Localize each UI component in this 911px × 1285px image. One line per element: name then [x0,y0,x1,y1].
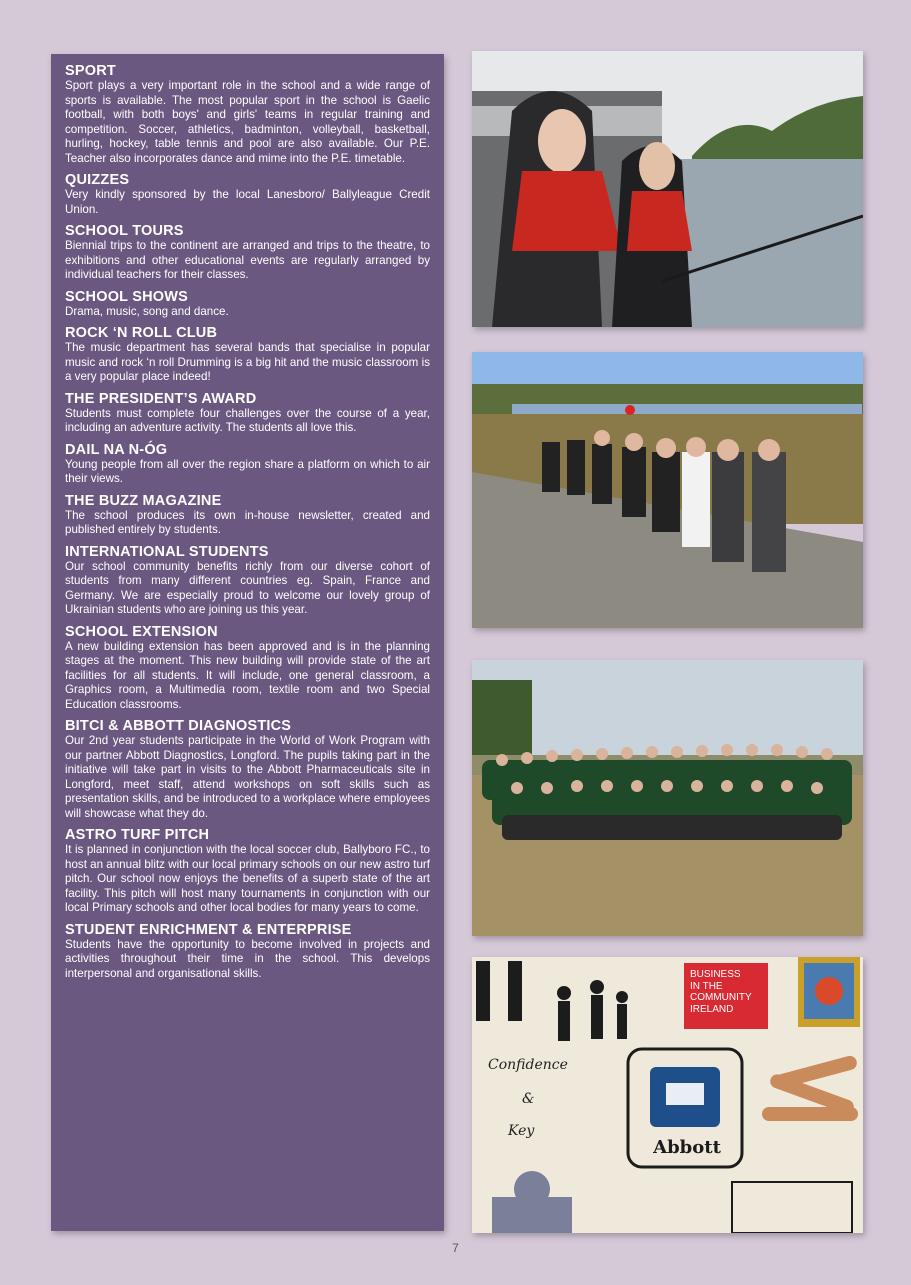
section-school-extension [65,625,430,713]
poster-text: IRELAND [690,1003,734,1015]
section-title: THE PRESIDENT’S AWARD [65,390,257,407]
section-body: Students have the opportunity to become involved in projects and activities throughout their time in the school. This develops interpersonal and organisational skills. [65,937,430,980]
section-dail-na-nog [65,443,430,487]
photo-group-field [472,660,863,936]
section-body: Our school community benefits richly from our diverse cohort of students from many different countries eg. Spain, France and Germany. We are especially proud to welcome our lovely group of Ukrainian students who are joining us this year. [65,559,430,616]
section-title: SCHOOL EXTENSION [65,623,218,640]
photo-fishing-lake [472,51,863,327]
section-buzz-magazine [65,494,430,538]
section-title: THE BUZZ MAGAZINE [65,492,222,509]
section-body: Young people from all over the region share a platform on which to air their views. [65,457,430,485]
section-international-students [65,545,430,618]
section-title: DAIL NA N-ÓG [65,441,168,458]
section-bitci-abbott [65,719,430,821]
section-body: It is planned in conjunction with the local soccer club, Ballyboro FC., to host an annual blitz with our local primary schools on our new astro turf pitch. Our school now enjoys the benefits of a superb state of the art facility. This pitch will host many tournaments in conjunction with our local Primary schools and other local bodies for many years to come. [65,843,430,914]
section-body: The music department has several bands that specialise in popular music and rock ‘n roll Drumming is a big hit and the music classroom is a very popular place indeed! [65,341,430,383]
photo-boardwalk-group [472,352,863,628]
section-presidents-award [65,392,430,436]
section-astro-turf-pitch [65,828,430,916]
section-title: INTERNATIONAL STUDENTS [65,543,269,560]
poster-text: IN THE [690,980,723,992]
section-title: ROCK ‘N ROLL CLUB [65,325,218,341]
text-panel [51,54,444,1231]
section-title: SPORT [65,63,116,79]
photo-abbott-poster [472,957,863,1233]
section-student-enrichment [65,923,430,982]
page-number: 7 [452,1241,459,1255]
section-title: SCHOOL SHOWS [65,288,188,305]
section-body: The school produces its own in-house newsletter, created and published entirely by students. [65,508,430,536]
handwriting-confidence: Confidence [488,1057,568,1073]
section-title: SCHOOL TOURS [65,223,184,239]
bitc-logo-text [690,969,770,1015]
poster-text: BUSINESS [690,969,741,980]
section-rock-n-roll-club [65,326,430,385]
section-sport [65,64,430,166]
section-quizzes [65,173,430,217]
section-body: Drama, music, song and dance. [65,304,229,318]
section-body: A new building extension has been approved and is in the planning stages at the moment. This new building will provide state of the art facilities for all students. It will include, one general classroom, a Graphics room, a Multimedia room, textile room and two Special Education classrooms. [65,639,430,711]
handwriting-key: Key [508,1123,535,1139]
section-body: Our 2nd year students participate in the World of Work Program with our partner Abbott Diagnostics, Longford. The pupils taking part in the initiative will take part in visits to the Abbott Pharmaceuticals site in Longford, meet staff, attend workshops on soft skills such as presentation skills, and be introduced to a workplace where employees will showcase what they do. [65,734,430,820]
section-school-tours [65,224,430,283]
section-title: BITCI & ABBOTT DIAGNOSTICS [65,718,292,734]
section-body: Students must complete four challenges over the course of a year, including an adventure activity. The students all love this. [65,406,430,434]
section-body: Biennial trips to the continent are arranged and trips to the theatre, to exhibitions and other educational events are regularly arranged by individual teachers for their classes. [65,239,430,281]
section-body: Very kindly sponsored by the local Lanesboro/ Ballyleague Credit Union. [65,188,430,216]
poster-text: COMMUNITY [690,992,752,1003]
section-title: QUIZZES [65,172,130,188]
handwriting-and: & [522,1091,535,1107]
abbott-brand-text: Abbott [653,1137,721,1158]
section-school-shows [65,290,430,320]
section-body: Sport plays a very important role in the school and a wide range of sports is available. The most popular sport in the school is Gaelic football, with both boys' and girls' teams in regular training and competition. Soccer, athletics, badminton, volleyball, basketball, hurling, hockey, table tennis and pool are also available. Our P.E. Teacher also incorporates dance and mime into the P.E. timetable. [65,79,430,165]
section-title: ASTRO TURF PITCH [65,827,210,843]
section-title: STUDENT ENRICHMENT & ENTERPRISE [65,921,352,938]
